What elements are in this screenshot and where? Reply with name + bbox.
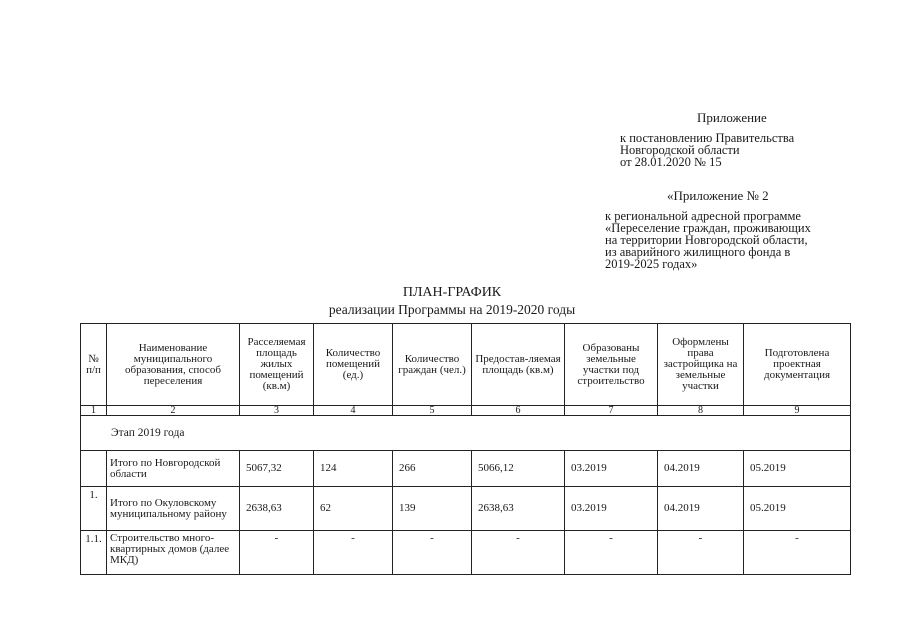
row-cell: 05.2019 [744,487,851,531]
row-cell: 2638,63 [472,487,565,531]
decree-line: Новгородской области [620,143,740,157]
row-cell: 5066,12 [472,451,565,487]
column-header: Подготовлена проектная документация [744,324,851,406]
row-cell: 03.2019 [565,487,658,531]
row-cell: - [472,531,565,575]
row-index [81,451,107,487]
decree-reference [620,132,794,168]
row-name: Строительство много-квартирных домов (далее МКД) [107,531,240,575]
row-cell: - [744,531,851,575]
row-cell: 05.2019 [744,451,851,487]
row-cell: - [393,531,472,575]
program-line: 2019-2025 годах» [605,257,698,271]
column-header: № п/п [81,324,107,406]
column-number-row [81,406,851,416]
row-name: Итого по Новгородской области [107,451,240,487]
stage-row [81,416,851,451]
table-row [81,531,851,575]
column-header: Предостав-ляемая площадь (кв.м) [472,324,565,406]
plan-title: ПЛАН-ГРАФИК [402,285,502,300]
row-name: Итого по Окуловскому муниципальному району [107,487,240,531]
decree-line: от 28.01.2020 № 15 [620,155,722,169]
program-line: из аварийного жилищного фонда в [605,245,791,259]
row-cell: 124 [314,451,393,487]
row-cell: 62 [314,487,393,531]
column-header: Оформлены права застройщика на земельные участки [658,324,744,406]
program-line: к региональной адресной программе [605,209,801,223]
row-cell: 5067,32 [240,451,314,487]
row-cell: 04.2019 [658,487,744,531]
appendix-title: Приложение [697,110,767,125]
program-line: «Переселение граждан, проживающих [605,221,811,235]
column-header: Количество граждан (чел.) [393,324,472,406]
row-cell: 139 [393,487,472,531]
program-reference [605,210,811,270]
plan-table [80,323,851,575]
table-row [81,487,851,531]
stage-label: Этап 2019 года [81,416,851,451]
row-cell: - [658,531,744,575]
row-cell: - [314,531,393,575]
table-header-row [81,324,851,406]
row-cell: - [565,531,658,575]
column-number: 6 [472,406,565,416]
row-cell: - [240,531,314,575]
column-header: Количество помещений (ед.) [314,324,393,406]
column-number: 3 [240,406,314,416]
decree-line: к постановлению Правительства [620,131,795,145]
row-cell: 2638,63 [240,487,314,531]
column-number: 8 [658,406,744,416]
row-index: 1. [81,487,107,531]
column-number: 4 [314,406,393,416]
program-appendix-title: «Приложение № 2 [667,188,769,203]
plan-subtitle: реализации Программы на 2019-2020 годы [328,302,576,317]
column-number: 5 [393,406,472,416]
row-index: 1.1. [81,531,107,575]
column-number: 2 [107,406,240,416]
program-line: на территории Новгородской области, [605,233,808,247]
column-number: 7 [565,406,658,416]
row-cell: 03.2019 [565,451,658,487]
column-header: Расселяемая площадь жилых помещений (кв.м) [240,324,314,406]
row-cell: 266 [393,451,472,487]
column-number: 9 [744,406,851,416]
column-number: 1 [81,406,107,416]
column-header: Наименование муниципального образования, способ переселения [107,324,240,406]
row-cell: 04.2019 [658,451,744,487]
column-header: Образованы земельные участки под строительство [565,324,658,406]
table-row [81,451,851,487]
